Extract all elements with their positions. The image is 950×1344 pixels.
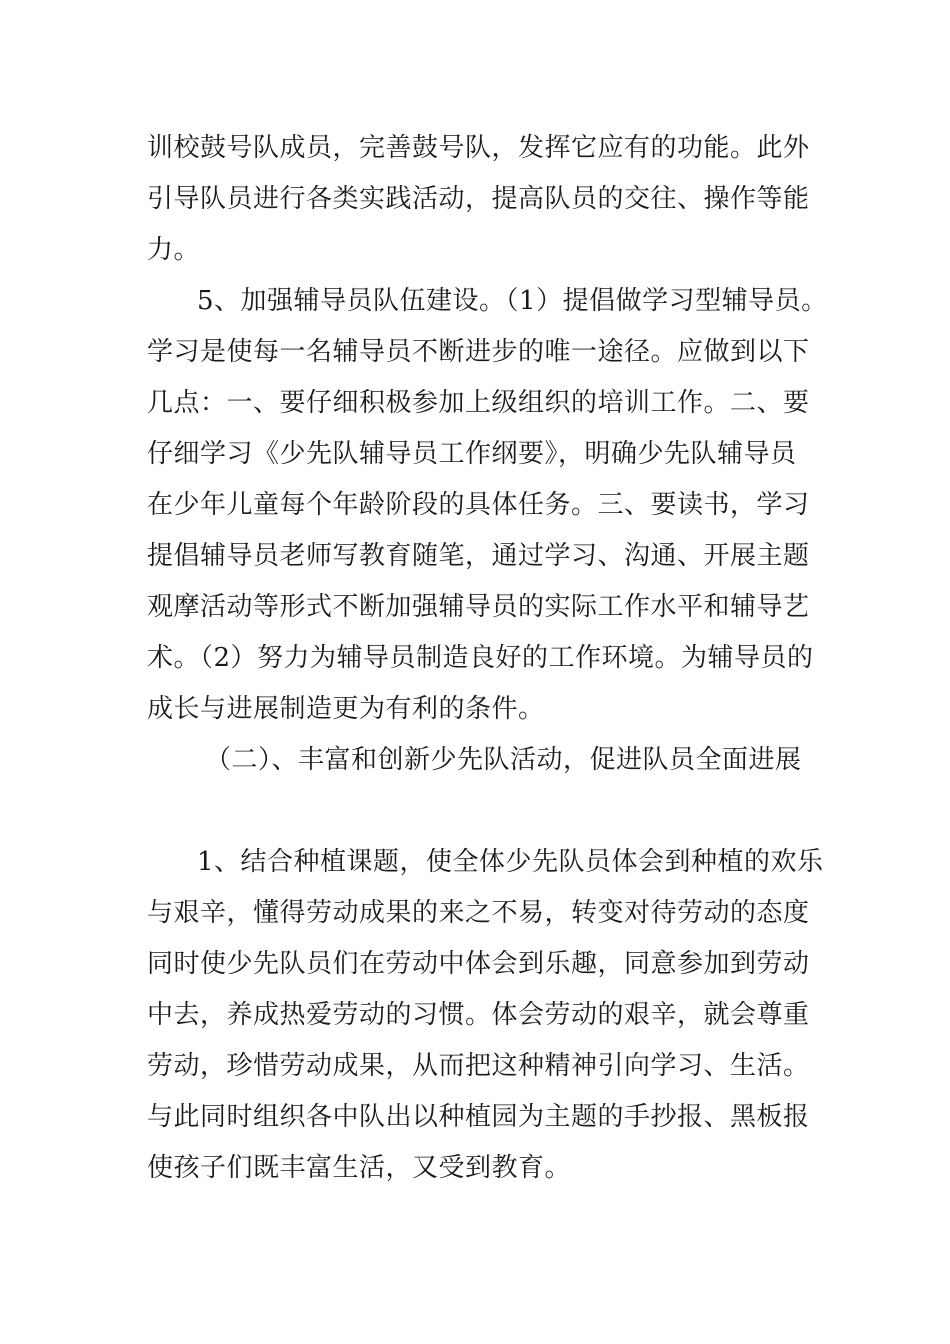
text-line: 几点：一、要仔细积极参加上级组织的培训工作。二、要 bbox=[147, 388, 810, 418]
text-line: 观摩活动等形式不断加强辅导员的实际工作水平和辅导艺 bbox=[147, 592, 810, 622]
paragraph-start-line: 1、结合种植课题，使全体少先队员体会到种植的欢乐 bbox=[197, 847, 824, 877]
text-line: 在少年儿童每个年龄阶段的具体任务。三、要读书，学习 bbox=[147, 490, 810, 520]
text-line: 劳动，珍惜劳动成果，从而把这种精神引向学习、生活。 bbox=[147, 1051, 810, 1081]
text-line: 引导队员进行各类实践活动，提高队员的交往、操作等能 bbox=[147, 184, 810, 214]
text-line: 使孩子们既丰富生活，又受到教育。 bbox=[147, 1153, 572, 1183]
text-line: 力。 bbox=[147, 235, 201, 265]
text-line: 提倡辅导员老师写教育随笔，通过学习、沟通、开展主题 bbox=[147, 541, 810, 571]
text-line: 仔细学习《少先队辅导员工作纲要》，明确少先队辅导员 bbox=[147, 439, 797, 469]
paragraph-start-line: 5、加强辅导员队伍建设。（1）提倡做学习型辅导员。 bbox=[197, 286, 828, 316]
text-line: 学习是使每一名辅导员不断进步的唯一途径。应做到以下 bbox=[147, 337, 810, 367]
text-line: 成长与进展制造更为有利的条件。 bbox=[147, 694, 545, 724]
text-line: 训校鼓号队成员，完善鼓号队，发挥它应有的功能。此外 bbox=[147, 133, 810, 163]
text-line: 与此同时组织各中队出以种植园为主题的手抄报、黑板报 bbox=[147, 1102, 810, 1132]
text-line: 中去，养成热爱劳动的习惯。体会劳动的艰辛，就会尊重 bbox=[147, 1000, 810, 1030]
text-line: 与艰辛，懂得劳动成果的来之不易，转变对待劳动的态度 bbox=[147, 898, 810, 928]
section-heading: （二）、丰富和创新少先队活动，促进队员全面进展 bbox=[205, 745, 802, 775]
text-line: 术。（2）努力为辅导员制造良好的工作环境。为辅导员的 bbox=[147, 643, 814, 673]
text-line: 同时使少先队员们在劳动中体会到乐趣，同意参加到劳动 bbox=[147, 949, 810, 979]
